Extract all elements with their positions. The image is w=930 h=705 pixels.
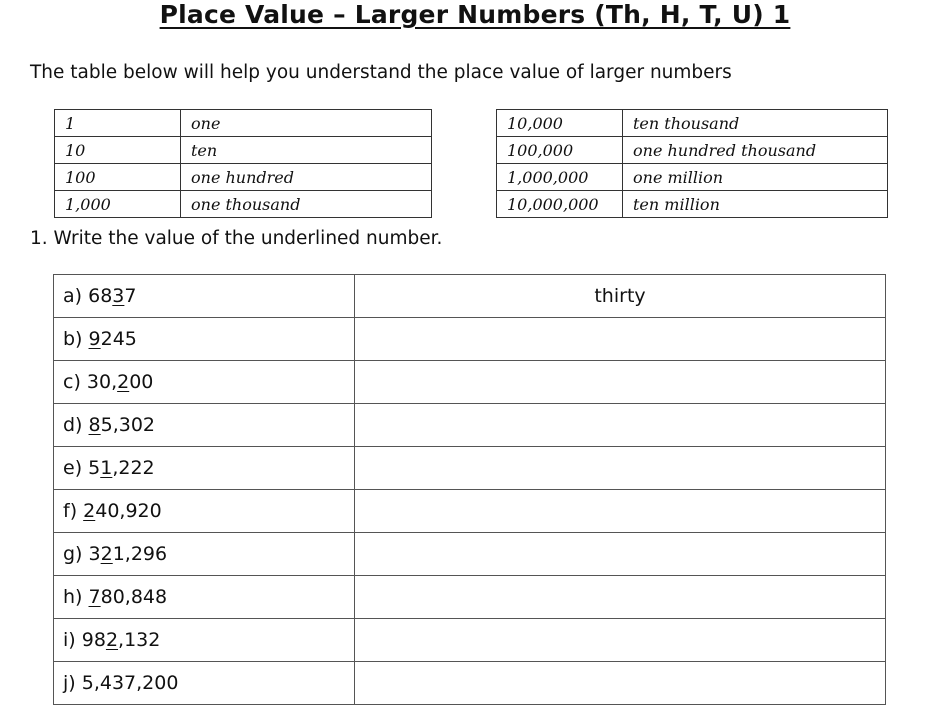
reference-table-left <box>54 109 432 218</box>
underlined-digit: 7 <box>88 586 101 608</box>
answer-field[interactable] <box>355 576 886 619</box>
reference-number: 10,000 <box>497 110 623 137</box>
reference-word: one <box>181 110 432 137</box>
reference-number: 10,000,000 <box>497 191 623 218</box>
reference-word: ten million <box>623 191 888 218</box>
reference-word: one hundred thousand <box>623 137 888 164</box>
answer-field[interactable]: thirty <box>355 275 886 318</box>
question-label: d) <box>63 414 83 436</box>
question-label: b) <box>63 328 83 350</box>
number-after-digit: 40,920 <box>95 500 162 522</box>
question-number-cell <box>54 490 355 533</box>
answer-field[interactable] <box>355 662 886 705</box>
question-row <box>54 404 886 447</box>
reference-word: one million <box>623 164 888 191</box>
question-row <box>54 361 886 404</box>
answer-field[interactable] <box>355 404 886 447</box>
answer-field[interactable] <box>355 318 886 361</box>
answer-field[interactable] <box>355 447 886 490</box>
underlined-digit: 8 <box>88 414 101 436</box>
reference-number: 100 <box>55 164 181 191</box>
reference-number: 1 <box>55 110 181 137</box>
number-before-digit: 68 <box>88 285 113 307</box>
question-row <box>54 275 886 318</box>
underlined-digit: 3 <box>112 285 125 307</box>
underlined-digit: 9 <box>88 328 101 350</box>
number-before-digit: 98 <box>81 629 106 651</box>
question-number-cell <box>54 404 355 447</box>
question-row <box>54 576 886 619</box>
question-number-cell <box>54 662 355 705</box>
answer-field[interactable] <box>355 361 886 404</box>
reference-row <box>497 164 888 191</box>
question-label: i) <box>63 629 76 651</box>
underlined-digit: 2 <box>105 629 119 651</box>
question-row <box>54 662 886 705</box>
intro-text: The table below will help you understand the place value of larger numbers <box>30 62 732 83</box>
reference-word: ten thousand <box>623 110 888 137</box>
question-number-cell <box>54 361 355 404</box>
answer-table <box>53 274 886 705</box>
number-before-digit: 5,437,200 <box>81 672 179 694</box>
question-label: a) <box>63 285 83 307</box>
question-label: h) <box>63 586 83 608</box>
number-after-digit: 80,848 <box>100 586 168 608</box>
reference-row <box>497 137 888 164</box>
question-label: g) <box>63 543 83 565</box>
question-label: c) <box>63 371 81 393</box>
question-label: e) <box>63 457 83 479</box>
question-row <box>54 318 886 361</box>
number-before-digit: 5 <box>88 457 101 479</box>
question-number-cell <box>54 447 355 490</box>
reference-row <box>497 110 888 137</box>
number-after-digit: ,132 <box>118 629 161 651</box>
number-after-digit: 1,296 <box>112 543 168 565</box>
reference-number: 1,000,000 <box>497 164 623 191</box>
question-number-cell <box>54 318 355 361</box>
reference-number: 100,000 <box>497 137 623 164</box>
reference-row <box>55 191 432 218</box>
underlined-digit: 2 <box>83 500 96 522</box>
reference-word: one hundred <box>181 164 432 191</box>
answer-field[interactable] <box>355 490 886 533</box>
underlined-digit: 1 <box>100 457 113 479</box>
question-row <box>54 447 886 490</box>
question-label: f) <box>63 500 78 522</box>
question-number-cell <box>54 576 355 619</box>
underlined-digit: 2 <box>117 371 130 393</box>
reference-row <box>497 191 888 218</box>
reference-row <box>55 164 432 191</box>
number-before-digit: 3 <box>88 543 101 565</box>
question-number-cell <box>54 275 355 318</box>
question-row <box>54 533 886 576</box>
number-after-digit: 245 <box>100 328 137 350</box>
question-row <box>54 619 886 662</box>
reference-number: 10 <box>55 137 181 164</box>
number-before-digit: 30, <box>86 371 118 393</box>
answer-field[interactable] <box>355 619 886 662</box>
question-number-cell <box>54 619 355 662</box>
worksheet-title: Place Value – Larger Numbers (Th, H, T, U) 1 <box>159 0 791 29</box>
question-number-cell <box>54 533 355 576</box>
reference-row <box>55 110 432 137</box>
reference-word: ten <box>181 137 432 164</box>
reference-word: one thousand <box>181 191 432 218</box>
reference-number: 1,000 <box>55 191 181 218</box>
number-after-digit: ,222 <box>112 457 155 479</box>
underlined-digit: 2 <box>100 543 113 565</box>
reference-table-right <box>496 109 888 218</box>
number-after-digit: 5,302 <box>100 414 156 436</box>
question-row <box>54 490 886 533</box>
question-label: j) <box>63 672 76 694</box>
number-after-digit: 00 <box>129 371 154 393</box>
number-after-digit: 7 <box>124 285 137 307</box>
answer-field[interactable] <box>355 533 886 576</box>
reference-row <box>55 137 432 164</box>
question-1-instruction: 1. Write the value of the underlined number. <box>30 228 443 249</box>
